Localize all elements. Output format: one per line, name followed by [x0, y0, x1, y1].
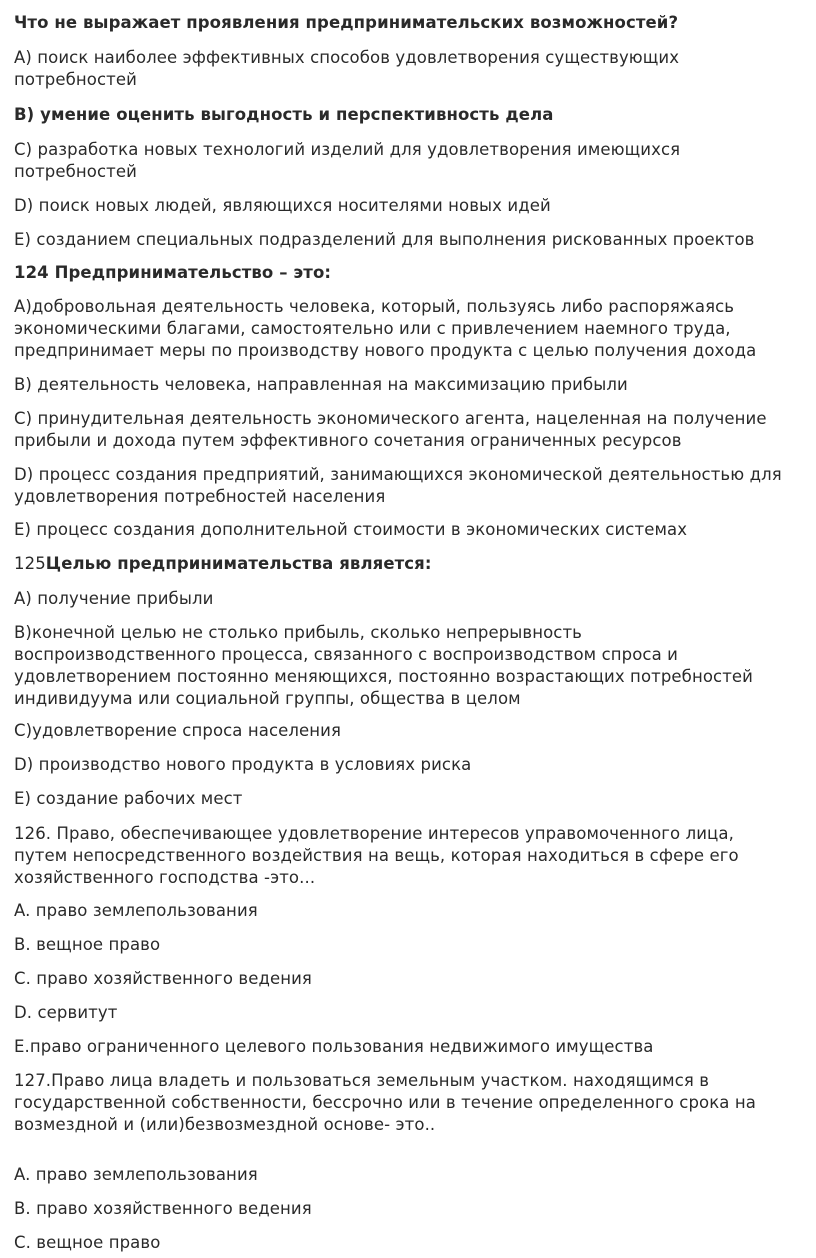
question-line: 127.Право лица владеть и пользоваться земельным участком. находящимся в — [14, 1071, 710, 1090]
question-126-text — [14, 823, 739, 889]
question-124-option-c — [14, 408, 767, 452]
option-line: А)добровольная деятельность человека, который, пользуясь либо распоряжаясь — [14, 297, 735, 316]
option-line: В)конечной целью не столько прибыль, сколько непрерывность — [14, 623, 583, 642]
option-line: A) поиск наиболее эффективных способов удовлетворения существующих — [14, 48, 680, 67]
question-125-option-a: А) получение прибыли — [14, 589, 214, 608]
question-line: путем непосредственного воздействия на вещь, которая находиться в сфере его — [14, 846, 739, 865]
question-126-option-a: A. право землепользования — [14, 901, 258, 920]
question-126-option-d: D. сервитут — [14, 1003, 118, 1022]
question-123-option-c — [14, 139, 680, 183]
option-line: C) разработка новых технологий изделий для удовлетворения имеющихся — [14, 140, 681, 159]
question-123-option-a — [14, 47, 679, 91]
question-line: 126. Право, обеспечивающее удовлетворение интересов управомоченного лица, — [14, 824, 734, 843]
option-line: индивидуума или социальной группы, общества в целом — [14, 689, 521, 708]
option-line: D) процесс создания предприятий, занимающихся экономической деятельностью для — [14, 465, 782, 484]
question-124-option-e: E) процесс создания дополнительной стоимости в экономических системах — [14, 520, 688, 539]
option-line: потребностей — [14, 162, 137, 181]
question-127-option-a: A. право землепользования — [14, 1165, 258, 1184]
question-125-number: 125 — [14, 554, 46, 573]
question-127-option-b: B. право хозяйственного ведения — [14, 1199, 312, 1218]
question-125-option-e: Е) создание рабочих мест — [14, 789, 243, 808]
question-126-option-b: B. вещное право — [14, 935, 161, 954]
question-126-option-c: C. право хозяйственного ведения — [14, 969, 312, 988]
question-124-option-b: B) деятельность человека, направленная на максимизацию прибыли — [14, 375, 628, 394]
question-124-option-a — [14, 296, 756, 362]
question-127-option-c: C. вещное право — [14, 1233, 161, 1252]
question-123-option-d: D) поиск новых людей, являющихся носителями новых идей — [14, 196, 551, 215]
question-line: государственной собственности, бессрочно или в течение определенного срока на — [14, 1093, 756, 1112]
question-127-text — [14, 1070, 756, 1136]
option-line: экономическими благами, самостоятельно или с привлечением наемного труда, — [14, 319, 731, 338]
question-125-option-c: С)удовлетворение спроса населения — [14, 721, 342, 740]
question-line: хозяйственного господства -это... — [14, 868, 316, 887]
option-line: прибыли и дохода путем эффективного сочетания ограниченных ресурсов — [14, 431, 682, 450]
question-line: возмездной и (или)безвозмездной основе- это.. — [14, 1115, 436, 1134]
question-126-option-e: E.право ограниченного целевого пользования недвижимого имущества — [14, 1037, 654, 1056]
question-125-title: Целью предпринимательства является: — [45, 554, 432, 573]
question-124-text: 124 Предпринимательство – это: — [14, 263, 332, 282]
question-125-option-d: D) производство нового продукта в условиях риска — [14, 755, 472, 774]
question-123-option-e: E) созданием специальных подразделений для выполнения рискованных проектов — [14, 230, 755, 249]
question-124-option-d — [14, 464, 782, 508]
question-125-option-b — [14, 622, 753, 710]
option-line: предпринимает меры по производству нового продукта с целью получения дохода — [14, 341, 757, 360]
question-125-text — [14, 553, 432, 575]
option-line: воспроизводственного процесса, связанного с воспроизводством спроса и — [14, 645, 678, 664]
option-line: удовлетворением постоянно меняющихся, постоянно возрастающих потребностей — [14, 667, 753, 686]
option-line: C) принудительная деятельность экономического агента, нацеленная на получение — [14, 409, 767, 428]
question-123-option-b: B) умение оценить выгодность и перспективность дела — [14, 105, 554, 124]
option-line: потребностей — [14, 70, 137, 89]
question-123-text: Что не выражает проявления предпринимательских возможностей? — [14, 13, 679, 32]
option-line: удовлетворения потребностей населения — [14, 487, 386, 506]
